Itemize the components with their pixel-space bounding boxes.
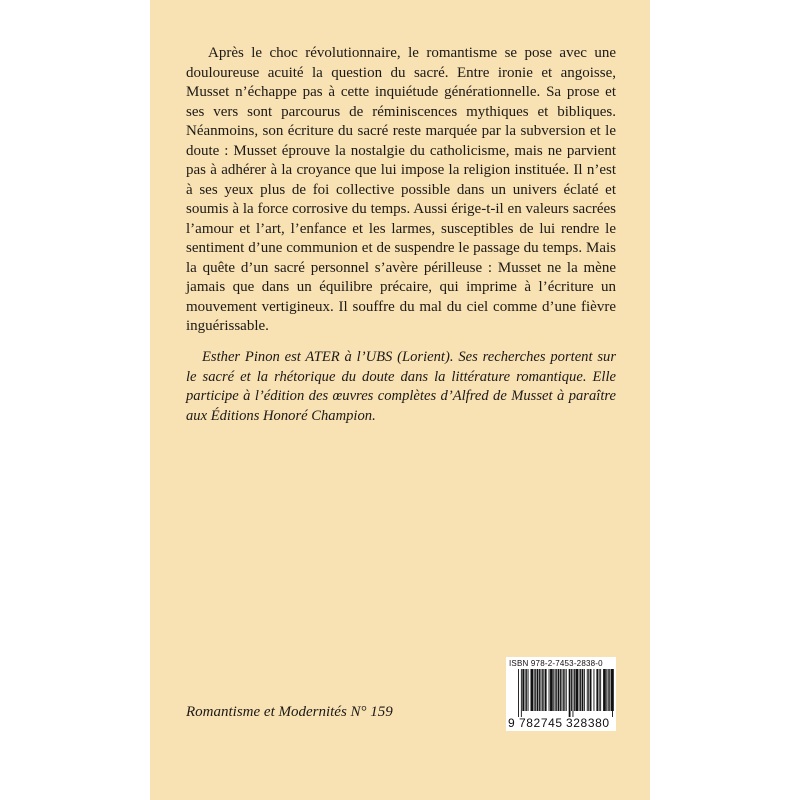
barcode-bar bbox=[537, 669, 539, 711]
author-bio: Esther Pinon est ATER à l’UBS (Lorient). Ses recherches portent sur le sacré et la rhétorique du doute dans la littérature romantique. Elle participe à l’édition des œuvres complètes d’Alfred de Musset à paraître aux Éditions Honoré Champion. bbox=[186, 349, 616, 424]
barcode-bar bbox=[528, 669, 529, 711]
barcode-bar bbox=[579, 669, 580, 711]
barcode-bar bbox=[580, 669, 581, 711]
barcode-bar bbox=[574, 669, 575, 711]
barcode-bar bbox=[531, 669, 534, 711]
barcode-bar bbox=[534, 669, 535, 711]
barcode-bar bbox=[549, 669, 550, 711]
barcode-bar bbox=[522, 669, 524, 711]
ean-first-digit: 9 bbox=[508, 716, 515, 730]
barcode-bar bbox=[569, 669, 571, 717]
barcode-bar bbox=[575, 669, 578, 711]
barcode-bars bbox=[508, 669, 614, 717]
isbn-barcode bbox=[506, 657, 616, 731]
barcode-bar bbox=[566, 669, 567, 711]
barcode-bar bbox=[535, 669, 536, 711]
barcode-bar bbox=[609, 669, 610, 711]
barcode-bar bbox=[588, 669, 589, 711]
barcode-bar bbox=[553, 669, 554, 711]
barcode-bar bbox=[550, 669, 553, 711]
barcode-bar bbox=[558, 669, 560, 711]
barcode-bar bbox=[594, 669, 595, 711]
barcode-bar bbox=[573, 669, 574, 717]
book-blurb: Après le choc révolutionnaire, le romantisme se pose avec une douloureuse acuité la question du sacré. Entre ironie et angoisse, Musset n’échappe pas à cette inquiétude générationnelle. Sa prose et ses vers sont parcourus de réminiscences mythiques et bibliques. Néanmoins, son écriture du sacré reste marquée par la subversion et le doute : Musset éprouve la nostalgie du catholicisme, mais ne parvient pas à adhérer à la croyance que lui impose la religion instituée. Il n’est à ses yeux plus de foi collective possible dans un univers éclaté et soumis à la force corrosive du temps. Aussi érige-t-il en valeurs sacrées l’amour et l’art, l’enfance et les larmes, susceptibles de lui rendre le sentiment d’une communion et de suspendre le passage du temps. Mais la quête d’un sacré personnel s’avère périlleuse : Musset ne la mène jamais que dans un équilibre précaire, qui imprime à l’écriture un mouvement vertigineux. Il souffre du mal du ciel comme d’une fièvre inguérissable. bbox=[186, 45, 616, 334]
barcode-bar bbox=[603, 669, 606, 711]
barcode-bar bbox=[545, 669, 547, 711]
barcode-bar bbox=[608, 669, 609, 711]
barcode-bar bbox=[563, 669, 564, 711]
barcode-bar bbox=[612, 669, 613, 711]
barcode-bar bbox=[555, 669, 556, 711]
barcode-bar bbox=[596, 669, 598, 711]
barcode-bar bbox=[587, 669, 588, 711]
barcode-bar bbox=[584, 669, 585, 711]
barcode-bar bbox=[582, 669, 584, 711]
ean-right-group: 328380 bbox=[566, 716, 610, 730]
barcode-bar bbox=[600, 669, 601, 711]
isbn-label: ISBN 978-2-7453-2838-0 bbox=[509, 659, 603, 668]
series-title: Romantisme et Modernités N° 159 bbox=[186, 704, 393, 720]
ean-left-group: 782745 bbox=[519, 716, 563, 730]
barcode-bar bbox=[599, 669, 600, 711]
barcode-bar bbox=[590, 669, 592, 711]
barcode-bar bbox=[525, 669, 526, 711]
barcode-bar bbox=[556, 669, 557, 711]
barcode-bar bbox=[543, 669, 544, 711]
barcode-bar bbox=[518, 669, 519, 717]
barcode-bar bbox=[606, 669, 607, 711]
barcode-bar bbox=[540, 669, 541, 711]
barcode-bar bbox=[521, 669, 522, 717]
barcode-bar bbox=[526, 669, 527, 711]
barcode-bar bbox=[542, 669, 543, 711]
barcode-bar bbox=[564, 669, 565, 711]
barcode-bar bbox=[539, 669, 540, 711]
barcode-bar bbox=[571, 669, 572, 711]
barcode-bar bbox=[561, 669, 562, 711]
barcode-bar bbox=[560, 669, 561, 711]
